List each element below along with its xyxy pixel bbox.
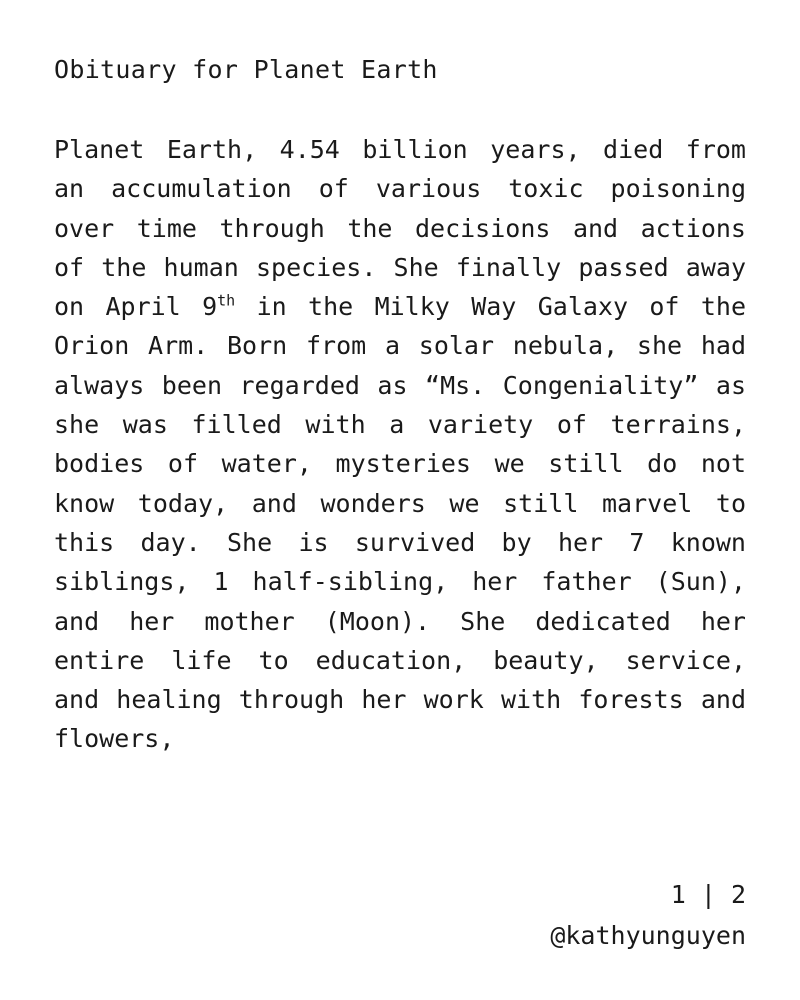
page-indicator: 1 | 2 <box>670 880 746 909</box>
author-handle: @kathyunguyen <box>550 921 746 950</box>
body-text-part-2: in the Milky Way Galaxy of the Orion Arm. Born from a solar nebula, she had always been regarded as “Ms. Congeniality” as she was filled with a variety of terrains, bodies of water, mysteries we still do not know today, and wonders we still marvel to this day. She is survived by her 7 known siblings, 1 half-sibling, her father (Sun), and her mother (Moon). She dedicated her entire life to education, beauty, service, and healing through her work with forests and flowers, <box>54 292 747 754</box>
body-text-part-1: Planet Earth, 4.54 billion years, died from an accumulation of various toxic poisoning over time through the decisions and actions of the human species. She finally passed away on April 9 <box>54 135 746 322</box>
obituary-body <box>54 130 746 759</box>
page-title: Obituary for Planet Earth <box>54 55 438 84</box>
obituary-page <box>54 52 746 952</box>
page-footer <box>550 874 746 956</box>
date-ordinal-suffix: th <box>217 291 236 310</box>
